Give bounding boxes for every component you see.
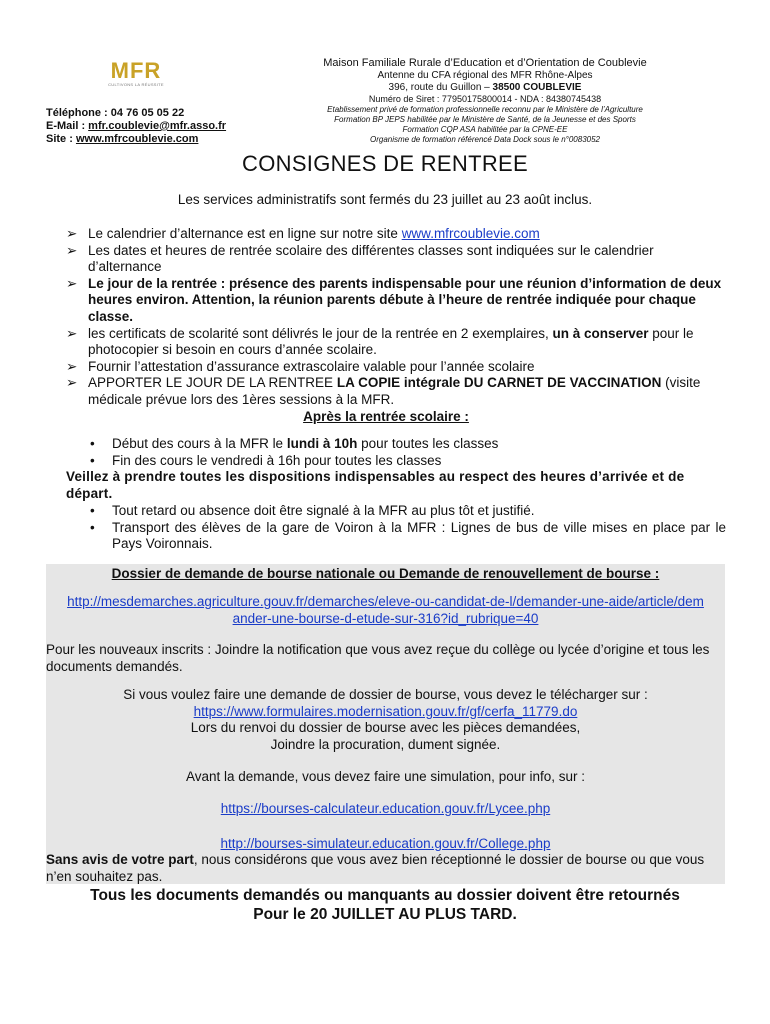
cerfa-link[interactable]: https://www.formulaires.modernisation.gouv.fr/gf/cerfa_11779.do xyxy=(193,703,578,719)
list-item: ➢ Fournir l’attestation d’assurance extrascolaire valable pour l’année scolaire xyxy=(66,358,535,374)
email-label: E-Mail : xyxy=(46,120,89,132)
lycee-link-line xyxy=(46,801,725,818)
list-item: ➢ Le jour de la rentrée : présence des parents indispensable pour une réunion d’information de deux heures environ. Attention, la réunion parents débute à l’heure de rentrée indiquée pour chaque classe. xyxy=(66,275,722,324)
list-item: • Transport des élèves de la gare de Voiron à la MFR : Lignes de bus de ville mises en place par le Pays Voironnais. xyxy=(90,519,726,552)
mfr-logo xyxy=(104,60,168,98)
arrow-bullet-icon: ➢ xyxy=(66,226,78,241)
bullet-icon: • xyxy=(90,519,95,535)
contact-block xyxy=(46,107,226,146)
logo-tagline: CULTIVONS LA RÉUSSITE xyxy=(108,82,164,87)
page-title: CONSIGNES DE RENTREE xyxy=(242,151,528,176)
arrow-bullet-icon: ➢ xyxy=(66,242,78,258)
new-students-note: Pour les nouveaux inscrits : Joindre la notification que vous avez reçue du collège ou lycée d’origine et tous les documents demandés. xyxy=(46,642,710,674)
logo-mark: MFR xyxy=(110,58,162,83)
download-note xyxy=(46,687,725,753)
lycee-calculator-link[interactable]: https://bourses-calculateur.education.gouv.fr/Lycee.php xyxy=(220,801,551,816)
final-line-2: Pour le 20 JUILLET AU PLUS TARD. xyxy=(253,906,517,923)
header-line-1: Maison Familiale Rurale d’Education et d’Orientation de Coublevie xyxy=(323,57,647,69)
header-line-5: Etablissement privé de formation professionnelle reconnu par le Ministère de l’Agriculture xyxy=(327,105,643,114)
arrow-bullet-icon: ➢ xyxy=(66,375,78,391)
list-item: • Fin des cours le vendredi à 16h pour toutes les classes xyxy=(90,452,442,468)
after-heading: Après la rentrée scolaire : xyxy=(303,408,469,424)
list-item: ➢ Les dates et heures de rentrée scolaire des différentes classes sont indiquées sur le calendrier d’alternance xyxy=(66,242,654,275)
closure-notice: Les services administratifs sont fermés du 23 juillet au 23 août inclus. xyxy=(177,192,593,207)
header-line-2: Antenne du CFA régional des MFR Rhône-Alpes xyxy=(377,70,593,81)
header-line-8: Organisme de formation référencé Data Dock sous le n°0083052 xyxy=(370,135,600,144)
header-line-7: Formation CQP ASA habilitée par la CPNE-EE xyxy=(402,125,568,134)
consignes-list xyxy=(66,226,726,425)
simulation-note: Avant la demande, vous devez faire une simulation, pour info, sur : xyxy=(186,769,585,784)
header-line-4: Numéro de Siret : 77950175800014 - NDA : 84380745438 xyxy=(368,94,602,104)
list-item: ➢ les certificats de scolarité sont délivrés le jour de la rentrée en 2 exemplaires, un à conserver pour le photocopier si besoin en cours d’année scolaire. xyxy=(66,325,694,358)
list-item: ➢ APPORTER LE JOUR DE LA RENTREE LA COPIE intégrale DU CARNET DE VACCINATION (visite médicale prévue lors des 1ères sessions à la MFR. xyxy=(66,375,701,407)
list-item: • Début des cours à la MFR le lundi à 10h pour toutes les classes xyxy=(90,436,499,451)
email-line xyxy=(46,120,226,133)
site-link[interactable]: www.mfrcoublevie.com xyxy=(75,133,199,145)
sans-avis-note: Sans avis de votre part, nous considérons que vous avez bien réceptionné le dossier de bourse ou que vous n’en souhaitez pas. xyxy=(46,852,705,884)
bullet-icon: • xyxy=(90,452,95,468)
email-link[interactable]: mfr.coublevie@mfr.asso.fr xyxy=(88,120,227,132)
phone: Téléphone : 04 76 05 05 22 xyxy=(46,107,185,119)
final-line-1: Tous les documents demandés ou manquants au dossier doivent être retournés xyxy=(90,887,680,904)
site-label: Site : xyxy=(46,133,76,145)
arrow-bullet-icon: ➢ xyxy=(66,275,78,291)
arrow-bullet-icon: ➢ xyxy=(66,325,78,341)
bourse-agriculture-link[interactable]: http://mesdemarches.agriculture.gouv.fr/demarches/eleve-ou-candidat-de-l/demander-une-aide/article/demander-une-bourse-d-etude-sur-316?id_rubrique=40 xyxy=(67,594,704,626)
bullet-icon: • xyxy=(90,503,95,518)
arrow-bullet-icon: ➢ xyxy=(66,358,78,374)
bullet-icon: • xyxy=(90,436,95,451)
site-line xyxy=(46,133,226,146)
institution-header xyxy=(285,57,685,145)
list-item: ➢ Le calendrier d’alternance est en ligne sur notre site www.mfrcoublevie.com xyxy=(66,226,540,241)
calendar-link[interactable]: www.mfrcoublevie.com xyxy=(401,226,540,241)
college-simulator-link[interactable]: http://bourses-simulateur.education.gouv.fr/College.php xyxy=(220,836,551,851)
download-text: Si vous voulez faire une demande de dossier de bourse, vous devez le télécharger sur : xyxy=(123,687,648,702)
return-text-1: Lors du renvoi du dossier de bourse avec les pièces demandées, xyxy=(190,720,581,736)
after-list xyxy=(66,436,726,469)
bourse-heading: Dossier de demande de bourse nationale ou Demande de renouvellement de bourse : xyxy=(111,566,660,581)
college-link-line xyxy=(46,836,725,853)
final-notice xyxy=(0,886,770,924)
return-text-2: Joindre la procuration, dument signée. xyxy=(270,736,501,752)
header-line-3: 396, route du Guillon – 38500 COUBLEVIE xyxy=(388,82,582,93)
schedule-warning: Veillez à prendre toutes les dispositions indispensables au respect des heures d’arrivée et de départ. xyxy=(66,469,685,501)
header-line-6: Formation BP JEPS habilitée par le Ministère de Santé, de la Jeunesse et des Sports xyxy=(334,115,636,124)
after-list-2 xyxy=(66,503,726,553)
bourse-url-line xyxy=(46,594,725,627)
list-item: • Tout retard ou absence doit être signalé à la MFR au plus tôt et justifié. xyxy=(90,503,535,518)
